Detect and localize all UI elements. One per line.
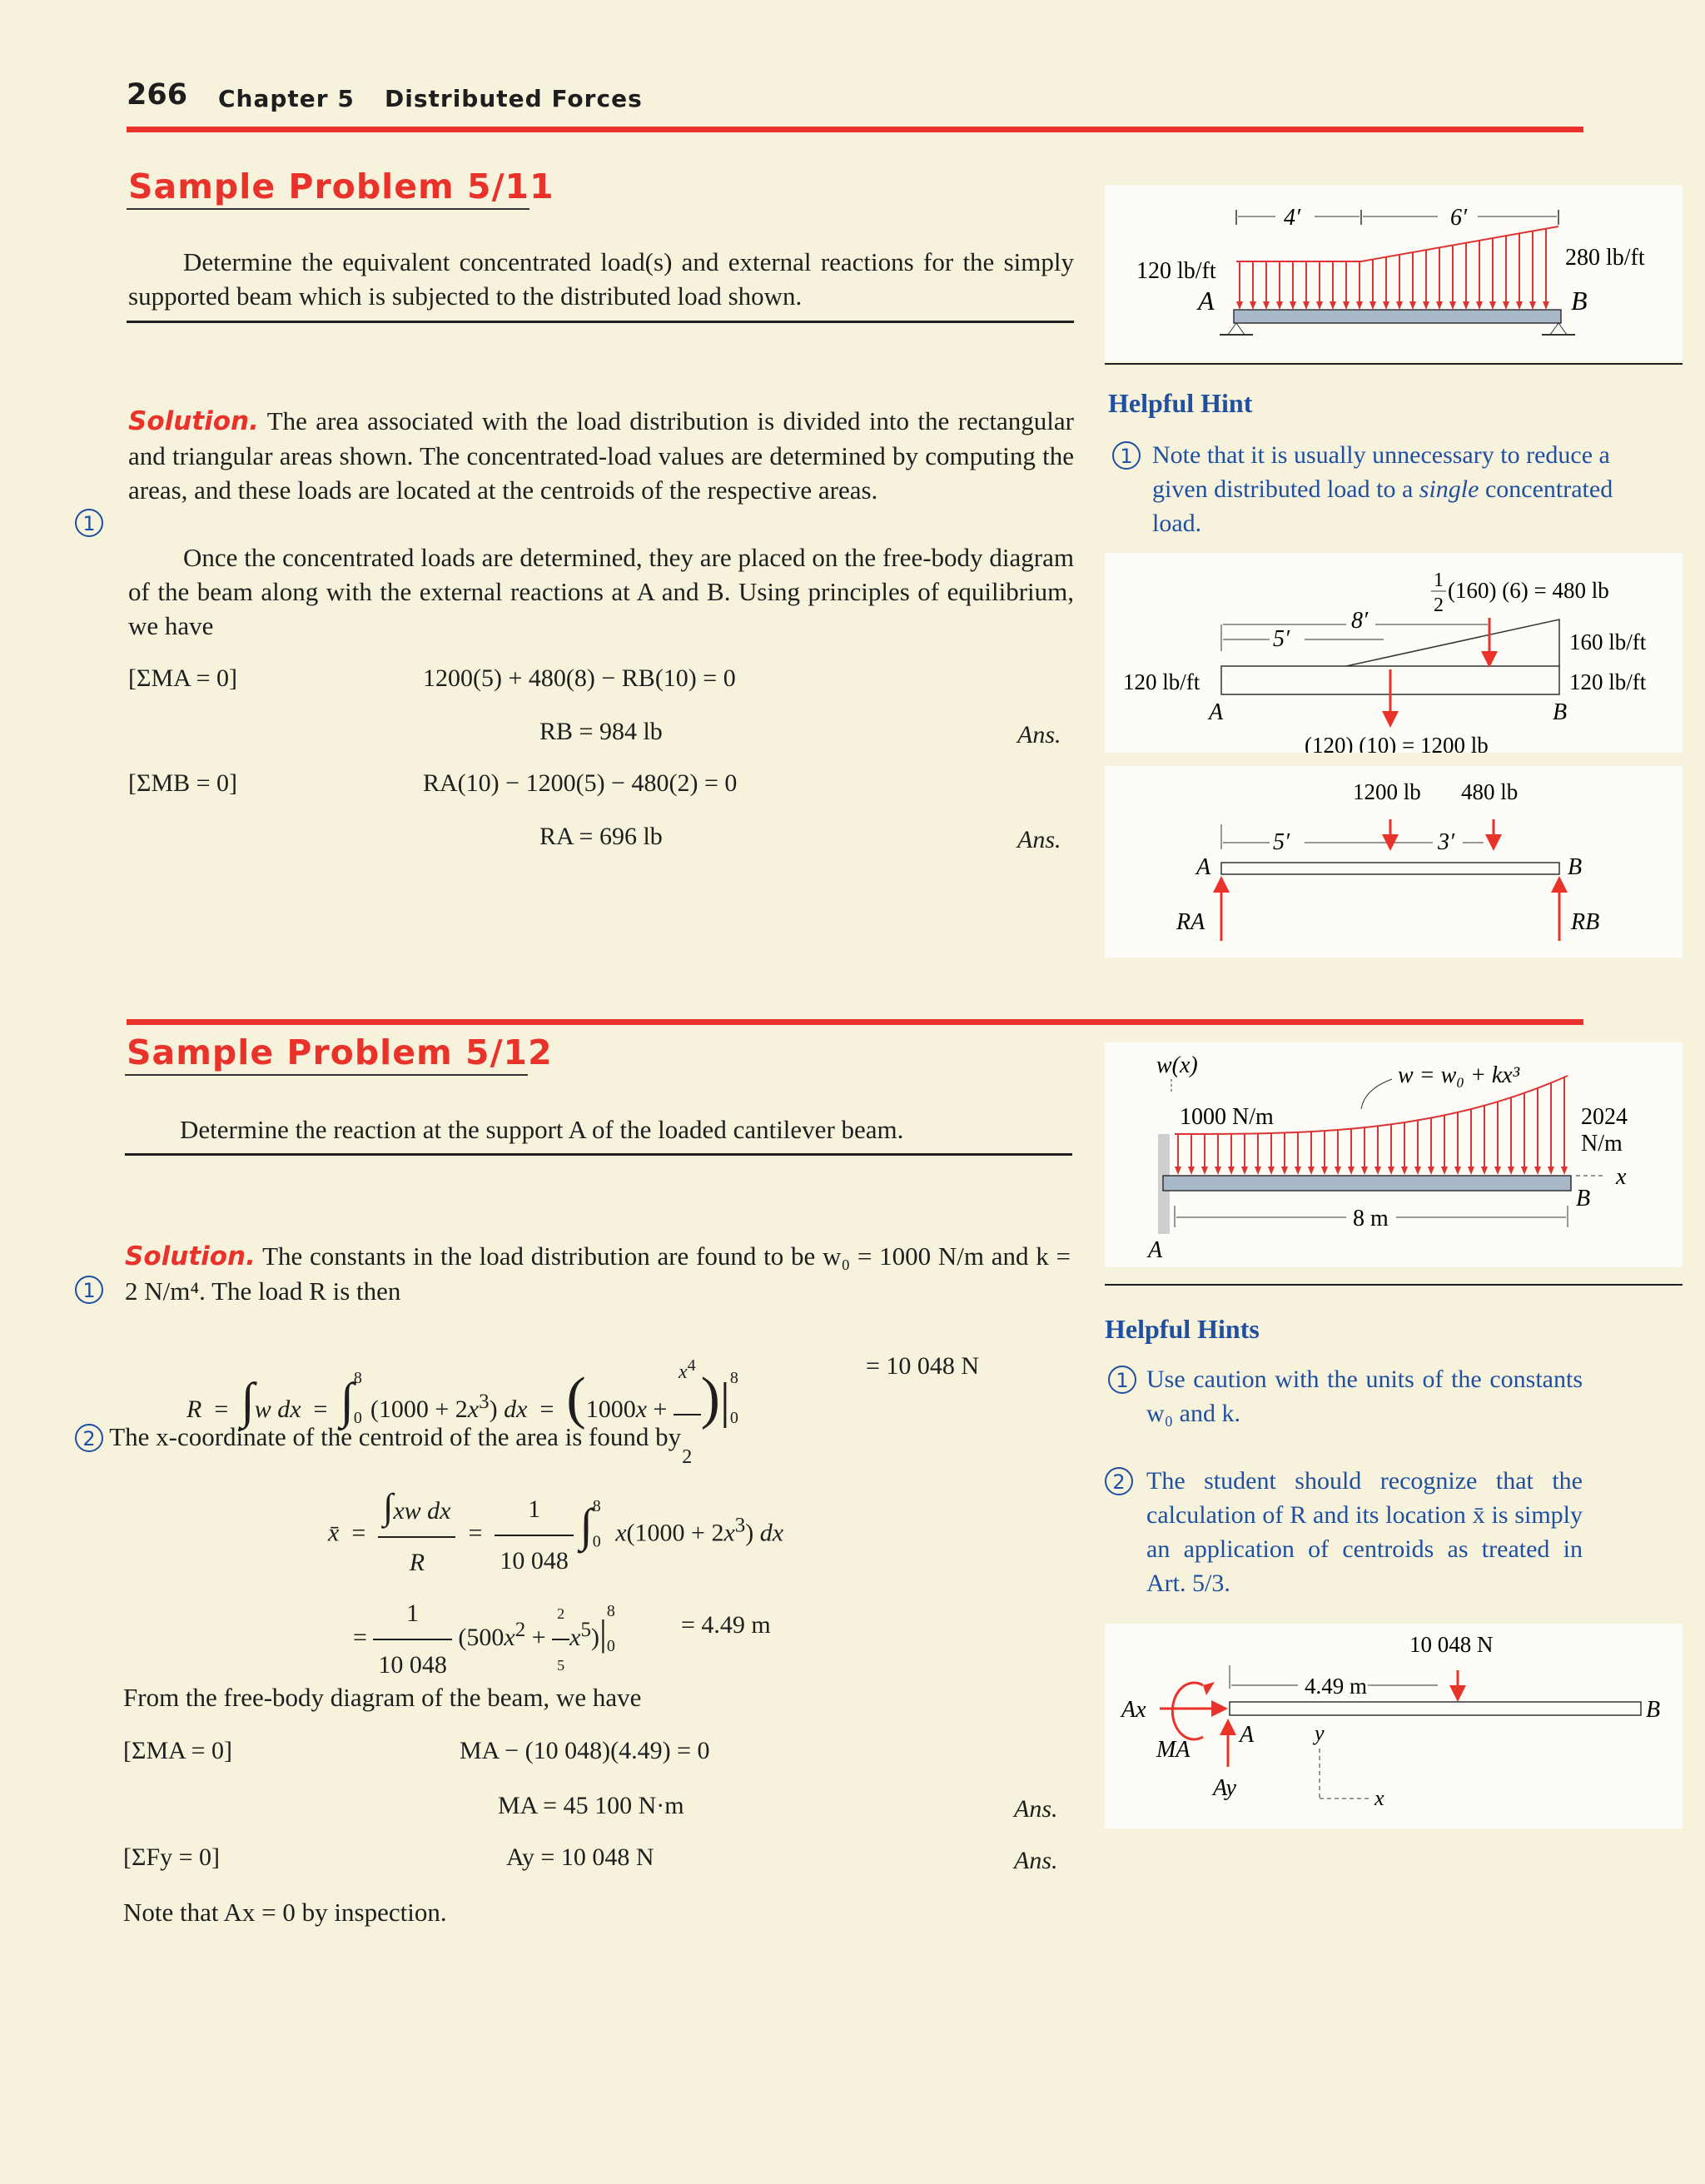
beam-load-diagram: [1105, 185, 1683, 361]
figure-4-rule: [1105, 1284, 1683, 1286]
fig2-label-a: A: [1209, 699, 1224, 725]
reaction-ra: RA: [1176, 909, 1205, 935]
r-result: = 10 048 N: [866, 1352, 980, 1380]
solution-12-p1: The constants in the load distribution are found to be w₀ = 1000 N/m and k = 2 N/m⁴. The load R is then: [125, 1241, 1071, 1306]
figure-1-rule: [1105, 363, 1683, 365]
note-ax: Note that Ax = 0 by inspection.: [123, 1898, 447, 1927]
rect-load: (120) (10) = 1200 lb: [1305, 733, 1489, 753]
r-integral: R = ∫w dx = $\int_0^8(1000 + 2x^3)$ dx = (1000x + $\frac{x^4}{2}$ )$|_0^8$: [186, 1324, 747, 1499]
chapter-title: Distributed Forces: [385, 85, 643, 112]
hint-12-2-text: The student should recognize that the calculation of R and its location x̄ is simply an application of centroids as treated in Art. 5/3.: [1146, 1467, 1583, 1597]
force-10048: 10 048 N: [1409, 1632, 1494, 1657]
dim-6: 6′: [1450, 205, 1468, 231]
figure-fbd-2: [1105, 1624, 1683, 1828]
eq1: 1200(5) + 480(8) − RB(10) = 0: [423, 664, 736, 692]
figure-beam-load: [1105, 185, 1683, 361]
problem-12-solution: [125, 1239, 1071, 1308]
hint-1-text-a: Note that it is usually unnecessary to reduce a given distributed load to a: [1152, 441, 1610, 503]
fig4-label-a: A: [1148, 1237, 1163, 1263]
fig3-label-b: B: [1568, 854, 1583, 880]
decomposition-diagram: [1105, 553, 1683, 753]
problem-11-solution-p2: Once the concentrated loads are determined, they are placed on the free-body diagram of the beam along with the external reactions at A and B. Using principles of equilibrium, we have: [128, 543, 1074, 640]
fbd-intro: From the free-body diagram of the beam, we have: [123, 1683, 642, 1712]
centroid-intro: 2 The x-coordinate of the centroid of the area is found by: [75, 1420, 907, 1454]
problem-12-statement-rule: [125, 1153, 1072, 1156]
ans-4: Ans.: [1014, 1847, 1058, 1874]
wx-label: w(x): [1156, 1052, 1198, 1078]
right-intensity-b: N/m: [1581, 1131, 1623, 1157]
fbd-2-diagram: [1105, 1624, 1683, 1828]
marker-12-1: 1: [75, 1276, 103, 1304]
hint-1-em: single: [1419, 475, 1479, 503]
solution-12-label: Solution.: [125, 1241, 256, 1271]
hint-1: 1 Note that it is usually unnecessary to reduce a given distributed load to a single concentrated load.: [1112, 438, 1616, 540]
marker-1: 1: [75, 509, 103, 537]
eq-fy-label: [ΣFy = 0]: [123, 1843, 221, 1871]
tri-load: (160) (6) = 480 lb: [1448, 578, 1609, 603]
ans-2: Ans.: [1017, 826, 1061, 853]
figure-cantilever: [1105, 1042, 1683, 1267]
fig3-label-a: A: [1196, 854, 1211, 880]
eq-ma-label: [ΣMA = 0]: [123, 1737, 233, 1764]
hint-12-1-text: Use caution with the units of the constants w₀ and k.: [1146, 1366, 1583, 1427]
problem-12-rule: [127, 1019, 1583, 1025]
hint-12-1: 1 Use caution with the units of the constants w₀ and k.: [1108, 1362, 1583, 1430]
load-right-label: 280 lb/ft: [1565, 245, 1645, 271]
problem-12-title: Sample Problem 5/12: [127, 1032, 553, 1072]
reaction-rb: RB: [1571, 909, 1600, 935]
solution-p1: The area associated with the load distribution is divided into the rectangular and triangular areas shown. The concentrated-load values are determined by computing the areas, and these loads are located at the centroids of the respective areas.: [128, 406, 1074, 505]
fbd-1-diagram: [1105, 766, 1683, 958]
eq3: RA(10) − 1200(5) − 480(2) = 0: [423, 769, 738, 797]
problem-12-title-rule: [125, 1074, 528, 1076]
eq-ma: MA − (10 048)(4.49) = 0: [460, 1737, 710, 1764]
dim-8: 8′: [1351, 608, 1369, 634]
span-dim: 8 m: [1353, 1206, 1389, 1231]
eq-fy-result: Ay = 10 048 N: [506, 1843, 654, 1871]
xbar-line-2: = $\frac{1}{10 048}$ ($500x^2$ + $\frac{2}{5}$ $x^5)|_0^8$: [353, 1589, 624, 1690]
problem-11-title: Sample Problem 5/11: [128, 167, 554, 206]
fig2-label-b: B: [1553, 699, 1568, 725]
solution-label: Solution.: [128, 406, 259, 436]
left-120: 120 lb/ft: [1123, 669, 1200, 694]
problem-12-statement: Determine the reaction at the support A of the loaded cantilever beam.: [180, 1115, 904, 1144]
force-1200: 1200 lb: [1353, 779, 1421, 804]
page-number: 266: [127, 78, 188, 112]
hints-title: Helpful Hints: [1105, 1314, 1260, 1344]
problem-11-statement-rule: [127, 321, 1074, 323]
problem-11-title-rule: [127, 208, 529, 210]
problem-11-statement: Determine the equivalent concentrated load(s) and external reactions for the simply supported beam which is subjected to the distributed load shown.: [128, 247, 1074, 311]
load-arrows: [1236, 229, 1549, 310]
left-intensity: 1000 N/m: [1180, 1104, 1274, 1130]
right-120: 120 lb/ft: [1569, 669, 1647, 694]
half-den: 2: [1434, 595, 1444, 616]
figure-load-decomposition: [1105, 553, 1683, 753]
fig3-dim-3: 3′: [1438, 829, 1455, 855]
cantilever-diagram: [1105, 1042, 1683, 1267]
figure-fbd-1: [1105, 766, 1683, 958]
dim-5: 5′: [1273, 626, 1290, 652]
ans-1: Ans.: [1017, 721, 1061, 749]
xbar-line-1: x̄ = $\frac{\text{∫xw dx}}{R}$ = $\frac{1}{10 048}$ $\int_0^8$ $x(1000 + 2x^3)$ dx: [328, 1482, 783, 1588]
fig3-dim-5: 5′: [1273, 829, 1290, 855]
header-rule: [127, 127, 1583, 132]
axis-x: x: [1616, 1164, 1627, 1190]
moment-ma: MA: [1156, 1737, 1191, 1763]
label-a: A: [1198, 286, 1215, 316]
hint-title: Helpful Hint: [1108, 388, 1253, 418]
force-ax: Ax: [1121, 1697, 1146, 1723]
problem-11-solution: [128, 404, 1074, 507]
eq4: RA = 696 lb: [539, 823, 663, 850]
centroid-intro-text: The x-coordinate of the centroid of the area is found by: [109, 1422, 682, 1451]
chapter-label: Chapter 5: [218, 85, 355, 112]
load-equation: w = w₀ + kx³: [1398, 1062, 1520, 1088]
fig5-label-b: B: [1646, 1697, 1661, 1723]
eq-ma-result: MA = 45 100 N·m: [498, 1792, 684, 1819]
force-480: 480 lb: [1461, 779, 1519, 804]
load-left-label: 120 lb/ft: [1136, 258, 1216, 284]
eq3-label: [ΣMB = 0]: [128, 769, 238, 797]
dist-449: 4.49 m: [1305, 1674, 1368, 1699]
fig5-label-a: A: [1240, 1722, 1255, 1748]
right-160: 160 lb/ft: [1569, 629, 1647, 654]
half-num: 1: [1434, 570, 1444, 591]
label-b: B: [1571, 286, 1588, 316]
fig5-axis-x: x: [1374, 1786, 1384, 1810]
eq1-label: [ΣMA = 0]: [128, 664, 238, 692]
hint-1-text-b: concentrated load.: [1152, 475, 1613, 537]
right-intensity-a: 2024: [1581, 1104, 1628, 1130]
dim-4: 4′: [1284, 205, 1301, 231]
fig4-label-b: B: [1576, 1186, 1591, 1211]
eq2: RB = 984 lb: [539, 718, 663, 745]
xbar-result: = 4.49 m: [681, 1611, 771, 1639]
force-ay: Ay: [1213, 1775, 1236, 1801]
hint-12-2: 2 The student should recognize that the calculation of R and its location x̄ is simply an application of centroids as treated in Art. 5/3.: [1105, 1464, 1583, 1600]
ans-3: Ans.: [1014, 1795, 1058, 1823]
axis-y: y: [1315, 1721, 1325, 1745]
